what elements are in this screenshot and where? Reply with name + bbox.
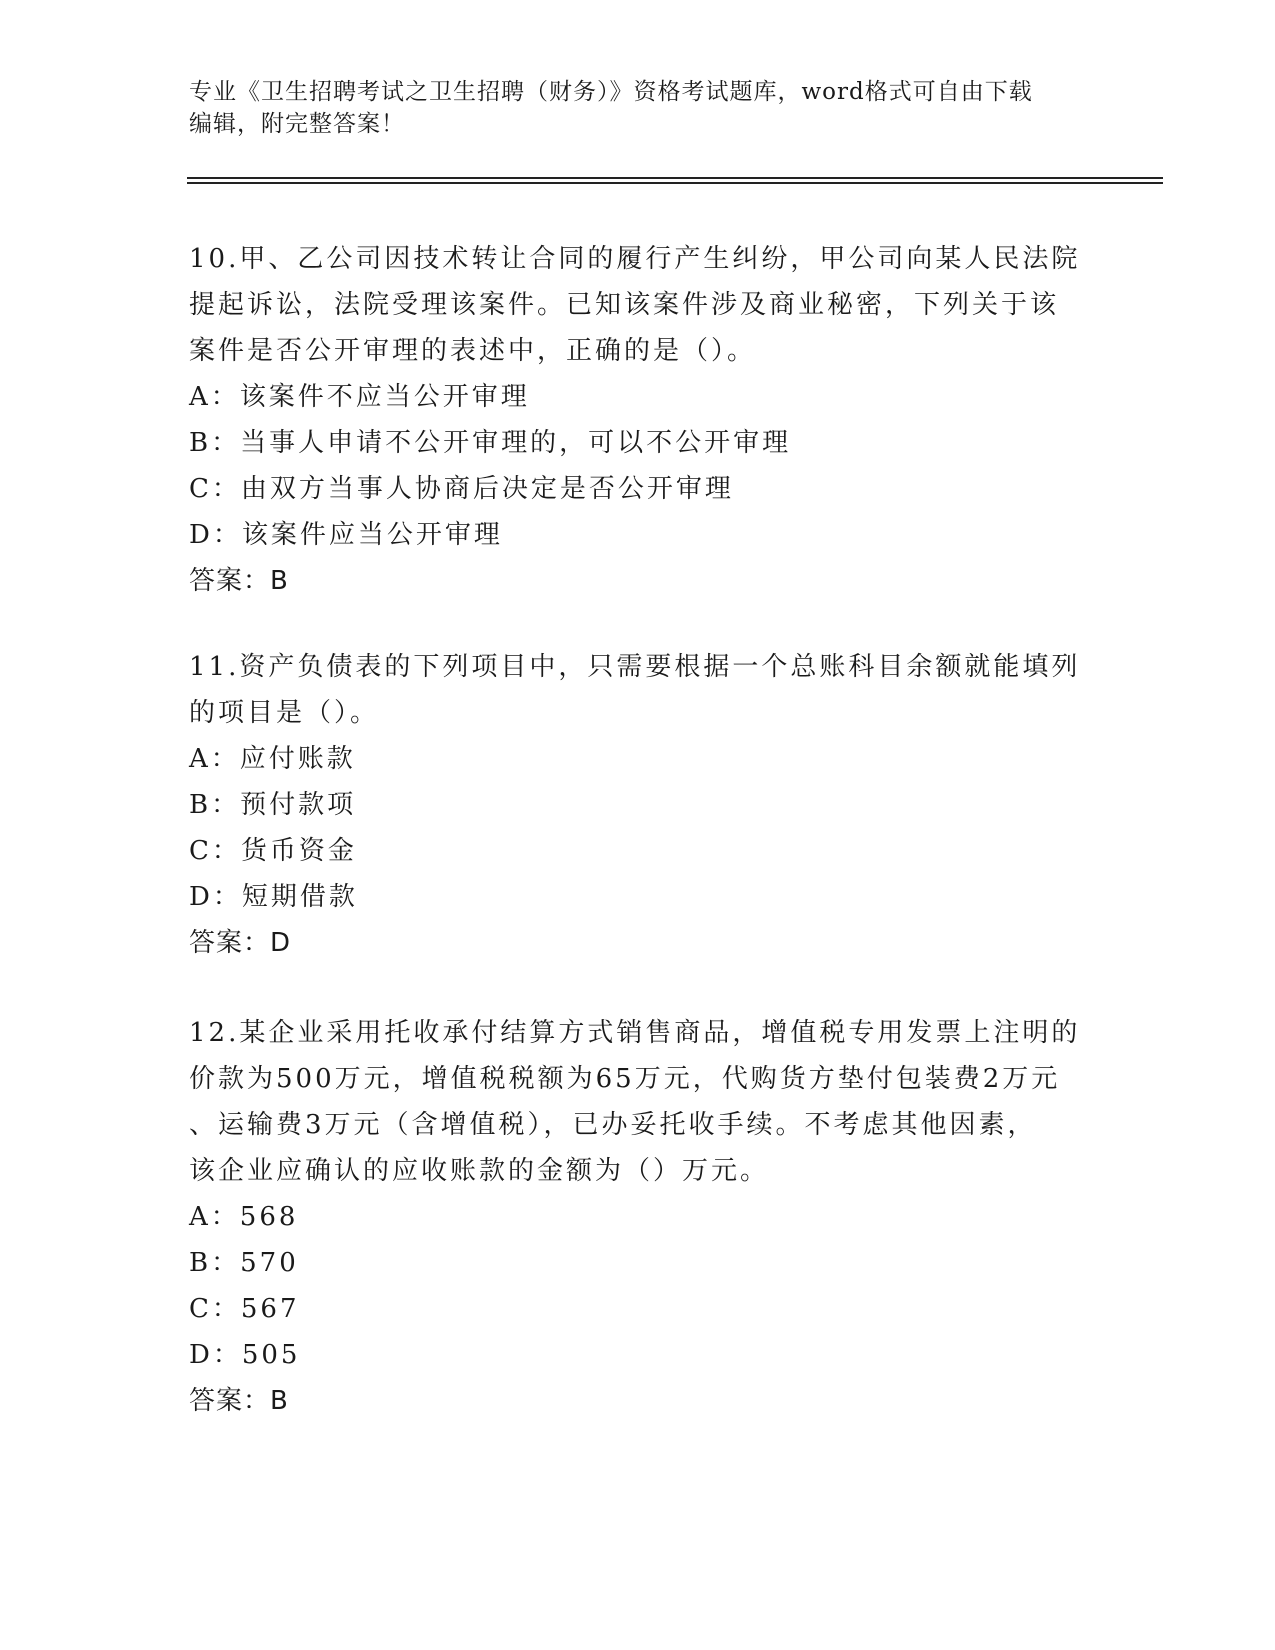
option-b: B：570 — [189, 1248, 299, 1278]
question-stem-line: 12.某企业采用托收承付结算方式销售商品，增值税专用发票上注明的 — [189, 1018, 1081, 1048]
question-10 — [189, 236, 1089, 604]
option-b: B：当事人申请不公开审理的，可以不公开审理 — [189, 428, 792, 458]
question-stem-line: 的项目是（）。 — [189, 698, 380, 728]
option-d: D：短期借款 — [189, 882, 358, 912]
option-a: A：应付账款 — [189, 744, 356, 774]
header-line-1: 专业《卫生招聘考试之卫生招聘（财务）》资格考试题库，word格式可自由下载 — [189, 79, 1033, 105]
question-stem-line: 10.甲、乙公司因技术转让合同的履行产生纠纷，甲公司向某人民法院 — [189, 244, 1081, 274]
answer-key: 答案：B — [189, 1386, 289, 1416]
answer-key: 答案：D — [189, 928, 292, 958]
header-line-2: 编辑，附完整答案！ — [189, 111, 405, 137]
question-stem-line: 、运输费3万元（含增值税），已办妥托收手续。不考虑其他因素， — [189, 1110, 1037, 1140]
question-stem-line: 提起诉讼，法院受理该案件。已知该案件涉及商业秘密，下列关于该 — [189, 290, 1060, 320]
question-11 — [189, 644, 1089, 966]
question-stem-line: 案件是否公开审理的表述中，正确的是（）。 — [189, 336, 757, 366]
option-d: D：该案件应当公开审理 — [189, 520, 503, 550]
option-b: B：预付款项 — [189, 790, 357, 820]
header-divider-top — [187, 177, 1163, 179]
option-c: C：货币资金 — [189, 836, 357, 866]
answer-key: 答案：B — [189, 566, 289, 596]
option-a: A：该案件不应当公开审理 — [189, 382, 530, 412]
question-stem-line: 11.资产负债表的下列项目中，只需要根据一个总账科目余额就能填列 — [189, 652, 1081, 682]
option-c: C：由双方当事人协商后决定是否公开审理 — [189, 474, 734, 504]
option-c: C：567 — [189, 1294, 300, 1324]
option-a: A：568 — [189, 1202, 299, 1232]
question-stem-line: 该企业应确认的应收账款的金额为（）万元。 — [189, 1156, 770, 1186]
question-stem-line: 价款为500万元，增值税税额为65万元，代购货方垫付包装费2万元 — [189, 1064, 1061, 1094]
question-12 — [189, 1010, 1089, 1424]
header-divider-bottom — [187, 182, 1163, 184]
option-d: D：505 — [189, 1340, 301, 1370]
page-header — [189, 76, 1089, 140]
